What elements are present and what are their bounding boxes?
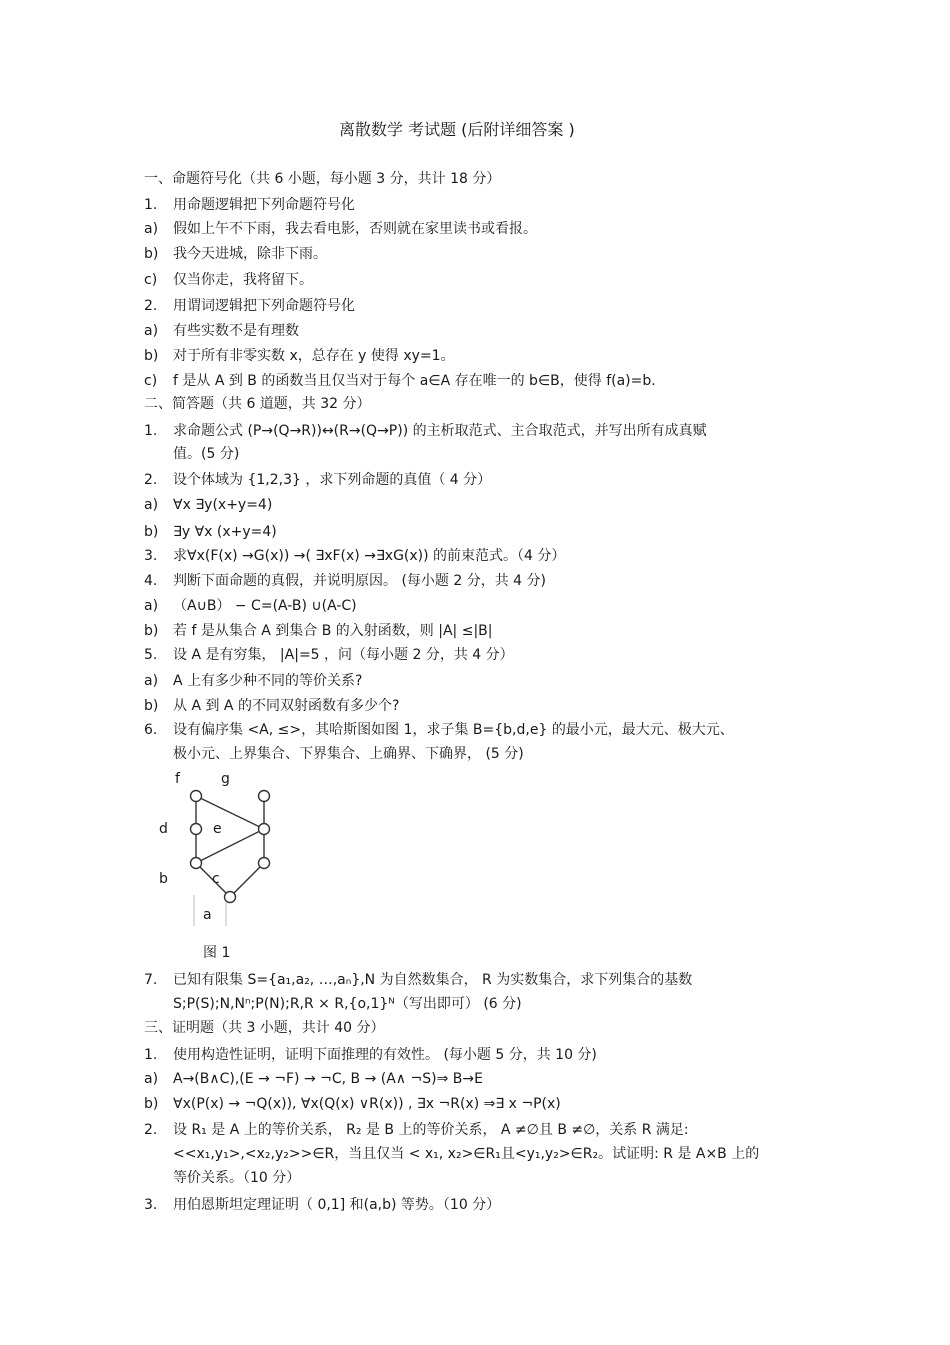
question-text: f 是从 A 到 B 的函数当且仅当对于每个 a∈A 存在唯一的 b∈B，使得 f(a)=b. bbox=[173, 373, 656, 389]
question-number: 6. bbox=[144, 722, 158, 738]
question-text-continued: 极小元、上界集合、下界集合、上确界、下确界， (5 分) bbox=[173, 746, 524, 762]
question-text: 判断下面命题的真假，并说明原因。 (每小题 2 分，共 4 分) bbox=[173, 573, 546, 589]
question-text: 若 f 是从集合 A 到集合 B 的入射函数，则 |A| ≤|B| bbox=[173, 623, 493, 639]
question-text: 有些实数不是有理数 bbox=[173, 323, 299, 339]
hasse-label-b: b bbox=[159, 871, 168, 887]
question-number: 2. bbox=[144, 1122, 158, 1138]
hasse-label-d: d bbox=[159, 821, 168, 837]
page-title: 离散数学 考试题 (后附详细答案 ) bbox=[339, 120, 575, 139]
figure-caption: 图 1 bbox=[203, 945, 231, 961]
question-text: ∃y ∀x (x+y=4) bbox=[173, 524, 277, 540]
question-number: 2. bbox=[144, 298, 158, 314]
hasse-diagram bbox=[150, 768, 290, 963]
hasse-label-e: e bbox=[213, 821, 222, 837]
hasse-node-g bbox=[259, 791, 270, 802]
hasse-node-e bbox=[259, 824, 270, 835]
question-number: 1. bbox=[144, 1047, 158, 1063]
question-number: c) bbox=[144, 272, 158, 288]
question-text: 求命题公式 (P→(Q→R))↔(R→(Q→P)) 的主析取范式、主合取范式，并写出所有成真赋 bbox=[173, 423, 707, 439]
question-text: 用伯恩斯坦定理证明（ 0,1] 和(a,b) 等势。（10 分） bbox=[173, 1197, 501, 1213]
question-text: 设 A 是有穷集， |A|=5 ，问（每小题 2 分，共 4 分） bbox=[173, 647, 514, 663]
question-number: 1. bbox=[144, 197, 158, 213]
hasse-label-g: g bbox=[221, 771, 230, 787]
hasse-node-f bbox=[191, 791, 202, 802]
question-text: A 上有多少种不同的等价关系? bbox=[173, 673, 363, 689]
question-number: 5. bbox=[144, 647, 158, 663]
question-text: 设个体域为 {1,2,3} ，求下列命题的真值（ 4 分） bbox=[173, 472, 492, 488]
question-number: a) bbox=[144, 497, 159, 513]
section2-heading: 二、简答题（共 6 道题，共 32 分） bbox=[144, 396, 371, 412]
question-text: 仅当你走，我将留下。 bbox=[173, 272, 313, 288]
question-text: A→(B∧C),(E → ¬F) → ¬C, B → (A∧ ¬S)⇒ B→E bbox=[173, 1071, 483, 1087]
question-number: b) bbox=[144, 1096, 159, 1112]
question-number: b) bbox=[144, 698, 159, 714]
question-number: 1. bbox=[144, 423, 158, 439]
question-text: 用谓词逻辑把下列命题符号化 bbox=[173, 298, 355, 314]
question-number: c) bbox=[144, 373, 158, 389]
hasse-node-d bbox=[191, 824, 202, 835]
question-number: b) bbox=[144, 348, 159, 364]
hasse-label-c: c bbox=[212, 871, 220, 887]
question-text: 我今天进城，除非下雨。 bbox=[173, 246, 327, 262]
question-text: 求∀x(F(x) →G(x)) →( ∃xF(x) →∃xG(x)) 的前束范式。（4 分） bbox=[173, 548, 566, 564]
question-number: 2. bbox=[144, 472, 158, 488]
section1-heading: 一、命题符号化（共 6 小题，每小题 3 分，共计 18 分） bbox=[144, 171, 501, 187]
hasse-edge bbox=[230, 863, 264, 897]
question-number: a) bbox=[144, 598, 159, 614]
question-text: 对于所有非零实数 x，总存在 y 使得 xy=1。 bbox=[173, 348, 455, 364]
question-text: 设 R₁ 是 A 上的等价关系， R₂ 是 B 上的等价关系， A ≠∅且 B ≠∅，关系 R 满足: bbox=[173, 1122, 689, 1138]
hasse-label-a: a bbox=[203, 907, 212, 923]
hasse-node-c bbox=[259, 858, 270, 869]
hasse-label-f: f bbox=[175, 771, 180, 787]
question-text-continued: 等价关系。（10 分） bbox=[173, 1170, 301, 1186]
question-text-continued: 值。(5 分) bbox=[173, 446, 240, 462]
question-text: ∀x ∃y(x+y=4) bbox=[173, 497, 273, 513]
question-text-continued: <<x₁,y₁>,<x₂,y₂>>∈R，当且仅当 < x₁, x₂>∈R₁且<y₁,y₂>∈R₂。试证明: R 是 A×B 上的 bbox=[173, 1146, 760, 1162]
question-text: 已知有限集 S={a₁,a₂, …,aₙ},N 为自然数集合， R 为实数集合，求下列集合的基数 bbox=[173, 972, 693, 988]
question-number: 3. bbox=[144, 548, 158, 564]
hasse-node-b bbox=[191, 858, 202, 869]
question-number: a) bbox=[144, 323, 159, 339]
question-text: （A∪B） − C=(A-B) ∪(A-C) bbox=[173, 598, 357, 614]
hasse-edge bbox=[196, 829, 264, 863]
question-number: b) bbox=[144, 623, 159, 639]
question-number: 7. bbox=[144, 972, 158, 988]
question-number: 4. bbox=[144, 573, 158, 589]
question-number: 3. bbox=[144, 1197, 158, 1213]
section3-heading: 三、证明题（共 3 小题，共计 40 分） bbox=[144, 1020, 385, 1036]
question-text: 设有偏序集 <A, ≤>，其哈斯图如图 1，求子集 B={b,d,e} 的最小元，最大元、极大元、 bbox=[173, 722, 734, 738]
question-text: 从 A 到 A 的不同双射函数有多少个? bbox=[173, 698, 400, 714]
question-number: b) bbox=[144, 246, 159, 262]
question-text: 使用构造性证明，证明下面推理的有效性。 (每小题 5 分，共 10 分) bbox=[173, 1047, 597, 1063]
question-number: a) bbox=[144, 1071, 159, 1087]
question-text: 假如上午不下雨，我去看电影，否则就在家里读书或看报。 bbox=[173, 221, 537, 237]
question-text: 用命题逻辑把下列命题符号化 bbox=[173, 197, 355, 213]
question-number: a) bbox=[144, 221, 159, 237]
question-number: a) bbox=[144, 673, 159, 689]
question-number: b) bbox=[144, 524, 159, 540]
hasse-node-a bbox=[225, 892, 236, 903]
hasse-edge bbox=[196, 796, 264, 829]
question-text-continued: S;P(S);N,Nⁿ;P(N);R,R × R,{o,1}ᴺ（写出即可） (6 分) bbox=[173, 996, 522, 1012]
question-text: ∀x(P(x) → ¬Q(x)), ∀x(Q(x) ∨R(x)) , ∃x ¬R(x) ⇒∃ x ¬P(x) bbox=[173, 1096, 561, 1112]
